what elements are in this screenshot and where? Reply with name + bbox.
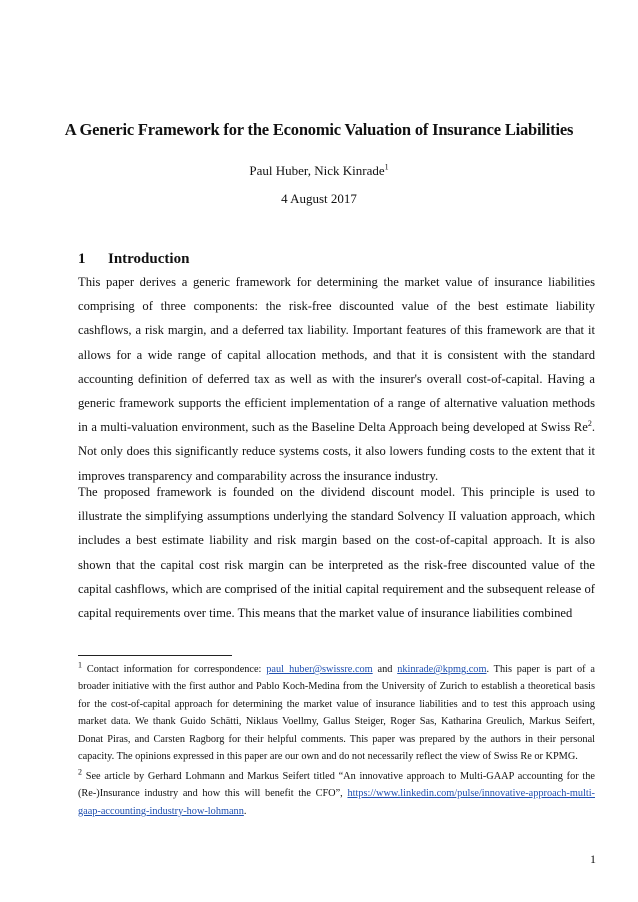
linkedin-article-link[interactable]: https://www.linkedin.com/pulse/innovative-approach-multi-gaap-accounting-industry-how-lohmann <box>78 788 595 817</box>
section-title: Introduction <box>108 251 190 267</box>
footnote-2-text-a: See article by Gerhard Lohmann and Markus Seifert titled “An innovative approach to Multi-GAAP accounting for the (Re-)Insurance industry and how this will benefit the CFO”, <box>78 771 595 800</box>
footnote-1 <box>78 661 595 765</box>
paragraph-1-text-a: This paper derives a generic framework for determining the market value of insurance liabilities comprising of three components: the risk-free discounted value of the best estimate liability cashflows, a risk margin, and a deferred tax liability. Important features of this framework are that it allows for a wide range of capital allocation methods, and that it is consistent with the standard accounting definition of deferred tax as well as with the insurer's overall cost-of-capital. Having a generic framework supports the efficient implementation of a range of alternative valuation methods in a multi-valuation environment, such as the Baseline Delta Approach being developed at Swiss Re <box>78 275 595 435</box>
footnote-ref-1[interactable]: 1 <box>384 162 389 172</box>
author-names: Paul Huber, Nick Kinrade <box>249 163 385 178</box>
paper-title: A Generic Framework for the Economic Valuation of Insurance Liabilities <box>64 120 574 139</box>
email-link-huber[interactable]: paul_huber@swissre.com <box>266 664 373 675</box>
footnote-1-text-b: . This paper is part of a broader initiative with the first author and Pablo Koch-Medina from the University of Zurich to establish a theoretical basis for the cost-of-capital approach for determining the market value of insurance liabilities and to test this approach using market data. We thank Guido Schätti, Niklaus Voellmy, Gallus Steiger, Roger Sas, Katharina Greulich, Markus Seifert, Donat Piras, and Carsten Ragborg for their helpful comments. This paper was prepared by the authors in their personal capacity. The opinions expressed in this paper are our own and do not necessarily reflect the view of Swiss Re or KPMG. <box>78 664 595 763</box>
section-heading <box>78 251 189 268</box>
page-number: 1 <box>590 852 596 866</box>
section-number: 1 <box>78 251 86 267</box>
footnote-divider <box>78 655 232 656</box>
footnote-1-text-a: Contact information for correspondence: <box>82 664 267 675</box>
paragraph-1-text-b: . Not only does this significantly reduce systems costs, it also lowers funding costs to the extent that it improves transparency and comparability across the insurance industry. <box>78 420 595 483</box>
footnote-1-mark: 1 <box>78 660 82 670</box>
footnote-2-text-b: . <box>243 805 247 817</box>
body-paragraph-1 <box>78 270 595 488</box>
footnote-ref-2[interactable]: 2 <box>587 419 592 429</box>
body-paragraph-2: The proposed framework is founded on the dividend discount model. This principle is used to illustrate the simplifying assumptions underlying the standard Solvency II valuation approach, which includes a best estimate liability and risk margin based on the cost-of-capital approach. It is also shown that the capital cost risk margin can be interpreted as the risk-free discounted value of the capital cashflows, which are comprised of the initial capital requirement and the subsequent release of capital requirements over time. This means that the market value of insurance liabilities combined <box>78 485 595 621</box>
footnote-1-and: and <box>372 664 398 675</box>
email-link-kinrade[interactable]: nkinrade@kpmg.com <box>397 664 487 675</box>
footnote-2 <box>78 768 595 820</box>
paper-date: 4 August 2017 <box>281 191 357 206</box>
footnote-2-mark: 2 <box>78 767 82 777</box>
author-line <box>60 163 578 179</box>
